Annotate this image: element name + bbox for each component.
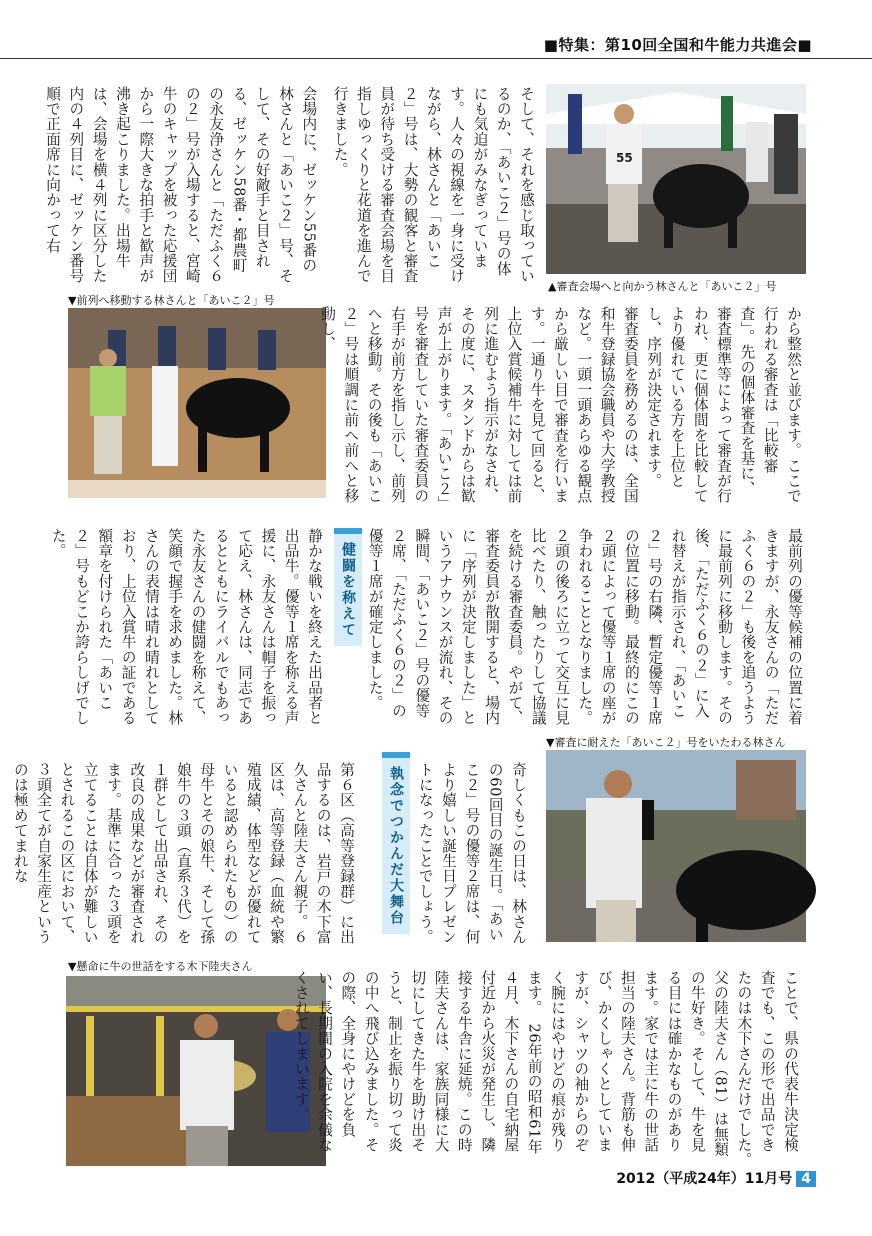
photo-caption: ▲審査会場へと向かう林さんと「あいこ２」号 — [548, 280, 777, 293]
paragraph: 最前列の優等候補の位置に着きますが、永友さんの「ただふく６の２」も後を追うように最前列に移動します。その後、「ただふく６の２」に入れ替えが指示され、「あいこ２」号の右隣、暫定優等１席の位置に移動。最終的にこの２頭によって優等１席の座が争われることとなりました。２頭の後ろに立って交互に見比べたり、触ったりして協議を続ける審査委員。やがて、審査委員が散開すると、場内に「序列が決定しました」というアナウンスが流れ、その瞬間、「あいこ２」号の優等２席、「ただふく６の２」の優等１席が確定しました。 — [366, 528, 803, 726]
page-header — [0, 30, 872, 60]
photo-caption: ▼懸命に牛の世話をする木下陸夫さん — [68, 960, 253, 973]
photo-caption: ▼審査に耐えた「あいこ２」号をいたわる林さん — [546, 736, 786, 749]
photo-caption: ▼前列へ移動する林さんと「あいこ２」号 — [68, 294, 275, 307]
section-title: ■特集：第10回全国和牛能力共進会■ — [543, 36, 812, 54]
photo-kinoshita — [66, 976, 326, 1166]
bib-number: 55 — [616, 151, 633, 165]
text-column — [366, 528, 806, 728]
text-column — [44, 86, 538, 284]
subheading-kenshou: 健闘を称えて — [334, 528, 362, 646]
page-footer — [616, 1168, 816, 1188]
issue-label: 2012（平成24年）11月号 — [616, 1171, 793, 1187]
photo-caring — [546, 750, 806, 942]
text-column — [412, 762, 530, 952]
paragraph: そして、それを感じ取っているのか、「あいこ２」号の体にも気迫がみなぎっています。人々の視線を一身に受けながら、林さんと「あいこ２」号は、大勢の観客と審査員が待ち受ける審査会場を目指しゆっくりと花道を進んで行きました。 — [331, 86, 535, 284]
text-column — [49, 528, 326, 728]
page-number: 4 — [796, 1171, 816, 1187]
header-rule — [0, 58, 872, 59]
paragraph: 静かな戦いを終えた出品者と出品牛。優等１席を称える声援に、永友さんは帽子を振って応え、林さんは、同志であるとともにライバルでもあった永友さんの健闘を称えて、笑顔で握手を求めました。林さんの表情は晴れ晴れとしており、上位入賞牛の証である額章を付けられた「あいこ２」号もどこか誇らしげでした。 — [49, 528, 323, 726]
photo-venue-walk — [546, 84, 806, 274]
paragraph: から整然と並びます。ここで行われる審査は「比較審査」。先の個体審査を基に、審査標準等によって審査が行われ、更に個体間を比較してより優れている方を上位とし、序列が決定されます。 審査委員を務めるのは、全国和牛登録協会職員や大学教授など。一頭一頭あらゆる観点から厳しい目で審査を行います。一通り牛を見て回ると、上位入賞候補牛に対しては前列に進むよう指示がなされ、その度に、スタンドからは歓声が上がります。「あいこ２」号を審査していた審査委員の右手が前方を指し示し、前列へと移動。その後も「あいこ２」号は順調に前へ前へと移動し、 — [319, 306, 802, 505]
paragraph: 第６区（高等登録群）に出品するのは、岩戸の木下富久さんと陸夫さん親子。６区は、高等登録（血統や繁殖成績、体型などが優れていると認められたもの）の母牛とその娘牛、そして孫娘牛の３頭（直系３代）を１群として出品され、その改良の成果などが審査されます。基準に合った３頭を立てることは自体が難しいとされるこの区において、３頭全てが自家生産というのは極めてまれな — [11, 762, 355, 945]
paragraph: ことで、県の代表牛決定検査でも、この形で出品できたのは木下さんだけでした。 父の陸夫さん（81）は無類の牛好き。そして、牛を見る目には確かなものがあります。家では主に牛の世話担当の陸夫さん。背筋も伸び、かくしゃくとしていますが、シャツの袖からのぞく腕にはやけどの痕が残ります。 26年前の昭和61年４月、木下さんの自宅納屋付近から火災が発生し、隣接する牛舎に延焼。この時陸夫さんは、家族同様に大切にしてきた牛を助け出そうと、制止を振り切って炎の中へ飛び込みました。その際、全身にやけどを負い、長期間の入院を余儀なくされてしまいます。 — [292, 970, 799, 1176]
text-column — [11, 762, 358, 952]
text-column — [319, 306, 805, 506]
paragraph: 会場内に、ゼッケン55番の林さんと「あいこ２」号、そして、その好敵手と目される、ゼッケン58番・都農町の永友浄さんと「ただふく６の２」号が入場すると、宮崎牛のキャップを被った応援団から一際大きな拍手と歓声が沸き起こりました。出場牛は、会場を横４列に区分した内の４列目に、ゼッケン番号順で正面席に向かって右 — [44, 86, 318, 284]
text-column — [292, 970, 802, 1176]
photo-front-row — [68, 308, 326, 498]
subheading-shunen: 執念でつかんだ大舞台 — [382, 752, 410, 934]
paragraph: 奇しくもこの日は、林さんの60回目の誕生日。「あいこ２」号の優等２席は、何より嬉しい誕生日プレゼントになったことでしょう。 — [416, 762, 527, 945]
